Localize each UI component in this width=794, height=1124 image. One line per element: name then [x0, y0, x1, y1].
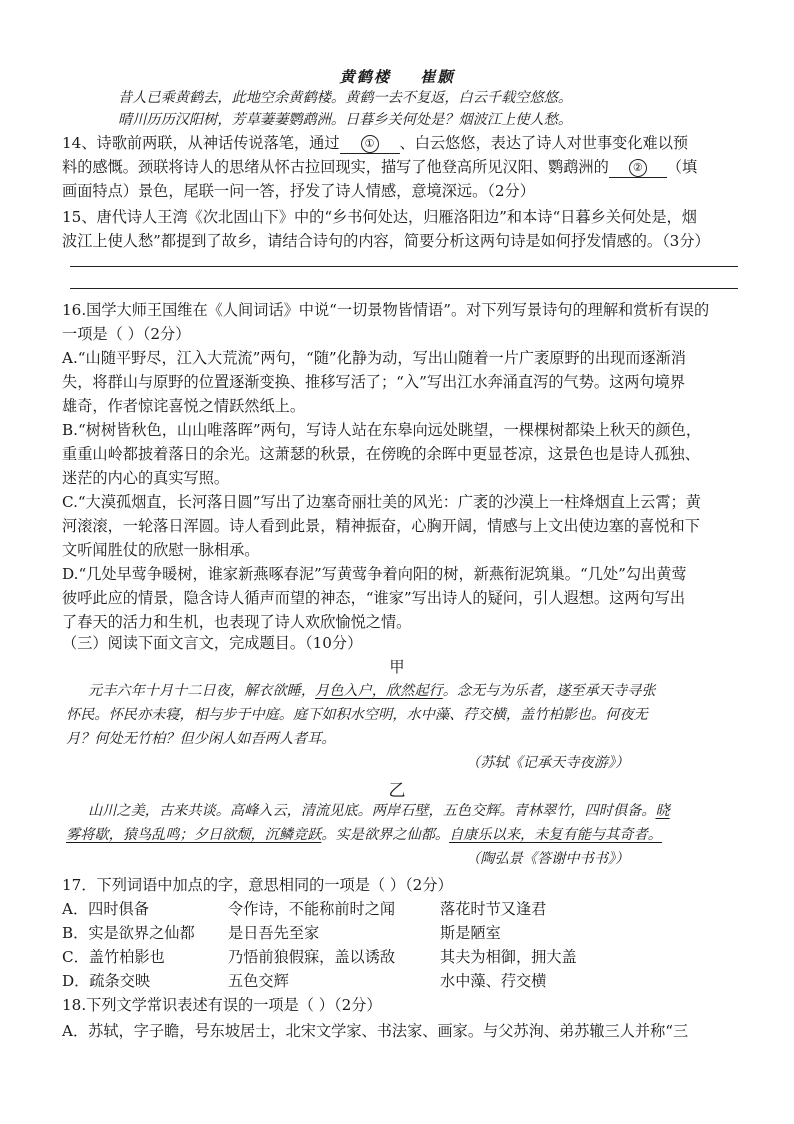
poem-title: 黄鹤楼 — [339, 68, 392, 86]
q16-stem-1: 16.国学大师王国维在《人间词话》中说“一切景物皆情语”。对下列写景诗句的理解和赏析有误的 — [62, 301, 710, 319]
yi-text-b: 。实是欲界之仙都。 — [321, 827, 450, 843]
jia-line-2: 怀民。怀民亦未寝，相与步于中庭。庭下如积水空明，水中藻、荇交横，盖竹柏影也。何夜无 — [66, 707, 648, 723]
q15-line-1: 15、唐代诗人王湾《次北固山下》中的“乡书何处达，归雁洛阳边”和本诗“日暮乡关何处是，烟 — [62, 208, 697, 226]
answer-line — [70, 288, 738, 289]
yi-line-1 — [88, 801, 670, 821]
q16-option-d-3: 了春天的活力和生机，也表现了诗人欢欣愉悦之情。 — [62, 613, 412, 631]
q15-line-2: 波江上使人愁”都提到了故乡，请结合诗句的内容，简要分析这两句诗是如何抒发情感的。（3分） — [62, 232, 710, 250]
jia-text-b: 。念无与为乐者，遂至承天寺寻张 — [442, 683, 656, 699]
q17-c-col2: 乃悟前狼假寐，盖以诱敌 — [228, 948, 396, 966]
yi-underlined-c: 自康乐以来，未复有能与其奇者。 — [449, 827, 662, 843]
q14-text-c: 料的感慨。颈联将诗人的思绪从怀古拉回现实，描写了他登高所见汉阳、鹦鹉洲的 — [62, 158, 609, 176]
q16-option-b-2: 重重山岭都披着落日的余光。这萧瑟的秋景，在傍晚的余晖中更显苍凉，这景色也是诗人孤独、 — [62, 445, 700, 463]
q16-option-a-2: 失，将群山与原野的位置逐渐变换、推移写活了；“入”写出江水奔涌直泻的气势。这两句境界 — [62, 373, 686, 391]
q17-a-col1: A．四时俱备 — [62, 900, 149, 918]
q16-option-d-1: D.“几处早莺争暖树，谁家新燕啄春泥”写黄莺争着向阳的树，新燕衔泥筑巢。“几处”勾出黄莺 — [62, 565, 687, 583]
jia-text-a: 元丰六年十月十二日夜，解衣欲睡， — [88, 683, 316, 699]
q18-option-a: A．苏轼，字子瞻，号东坡居士，北宋文学家、书法家、画家。与父苏洵、弟苏辙三人并称“三 — [62, 1022, 689, 1040]
q14-text-d: （填 — [666, 158, 698, 176]
q17-stem: 17．下列词语中加点的字，意思相同的一项是（ ）（2分） — [62, 876, 453, 894]
yi-line-2 — [66, 825, 662, 845]
q17-d-col1: D．疏条交映 — [62, 972, 151, 990]
q16-option-c-1: C.“大漠孤烟直，长河落日圆”写出了边塞奇丽壮美的风光：广袤的沙漠上一柱烽烟直上云霄；黄 — [62, 493, 701, 511]
q17-a-col2: 令作诗，不能称前时之闻 — [228, 900, 396, 918]
poem-title-line — [0, 66, 794, 87]
q17-d-col2: 五色交辉 — [228, 972, 289, 990]
q14-text-b: 、白云悠悠，表达了诗人对世事变化难以预 — [399, 134, 689, 152]
poem-author: 崔颢 — [420, 68, 455, 86]
q16-option-a-1: A.“山随平野尽，江入大荒流”两句，“随”化静为动，写出山随着一片广袤原野的出现而逐渐消 — [62, 349, 686, 367]
jia-line-3: 月？何处无竹柏？但少闲人如吾两人者耳。 — [66, 731, 336, 747]
q14-line-3: 画面特点）景色，尾联一问一答，抒发了诗人情感，意境深远。（2分） — [62, 182, 535, 200]
yi-text-a: 山川之美，古来共谈。高峰入云，清流见底。两岸石壁，五色交辉。青林翠竹，四时俱备。 — [88, 803, 656, 819]
jia-source: （苏轼《记承天寺夜游》） — [466, 755, 630, 771]
blank-1-number: ① — [361, 135, 379, 153]
q17-c-col1: C．盖竹柏影也 — [62, 948, 165, 966]
q18-stem: 18.下列文学常识表述有误的一项是（ ）（2分） — [62, 996, 382, 1014]
jia-underlined: 月色入户，欣然起行 — [315, 683, 443, 699]
poem-line-2: 晴川历历汉阳树，芳草萋萋鹦鹉洲。日暮乡关何处是？烟波江上使人愁。 — [118, 112, 573, 128]
q16-option-b-1: B.“树树皆秋色，山山唯落晖”两句，写诗人站在东皋向远处眺望，一棵棵树都染上秋天的颜色， — [62, 421, 702, 439]
yi-underlined-a: 晓 — [655, 803, 670, 819]
yi-source: （陶弘景《答谢中书书》） — [466, 851, 630, 867]
passage-yi-label: 乙 — [388, 781, 406, 801]
q17-c-col3: 其夫为相御，拥大盖 — [440, 948, 577, 966]
q17-b-col1: B．实是欲界之仙都 — [62, 924, 195, 942]
blank-2-number: ② — [629, 159, 647, 177]
yi-underlined-b: 雾将歇，猿鸟乱鸣；夕日欲颓，沉鳞竞跃 — [66, 827, 322, 843]
passage-jia-label: 甲 — [389, 658, 405, 676]
jia-line-1 — [88, 681, 656, 701]
q16-option-c-3: 文听闻胜仗的欣慰一脉相承。 — [62, 541, 260, 559]
q14-line-2 — [62, 157, 697, 178]
blank-2 — [609, 157, 667, 178]
q17-b-col2: 是日吾先至家 — [228, 924, 320, 942]
q14-line-1 — [62, 133, 688, 154]
q14-text-a: 14、诗歌前两联，从神话传说落笔，通过 — [62, 134, 340, 152]
q16-stem-2: 一项是（ ）（2分） — [62, 325, 191, 343]
q16-option-d-2: 彼呼此应的情景，隐含诗人循声而望的神态，“谁家”写出诗人的疑问，引人遐想。这两句写出 — [62, 589, 686, 607]
q16-option-a-3: 雄奇，作者惊诧喜悦之情跃然纸上。 — [62, 397, 305, 415]
answer-line — [70, 266, 738, 267]
q17-d-col3: 水中藻、荇交横 — [440, 972, 547, 990]
q17-b-col3: 斯是陋室 — [440, 924, 501, 942]
poem-line-1: 昔人已乘黄鹤去，此地空余黄鹤楼。黄鹤一去不复返，白云千载空悠悠。 — [118, 90, 573, 106]
q16-option-b-3: 迷茫的内心的真实写照。 — [62, 469, 230, 487]
q16-option-c-2: 河滚滚，一轮落日浑圆。诗人看到此景，精神振奋，心胸开阔，情感与上文出使边塞的喜悦和下 — [62, 517, 700, 535]
q17-a-col3: 落花时节又逢君 — [440, 900, 547, 918]
blank-1 — [340, 133, 400, 154]
section3-heading: （三）阅读下面文言文，完成题目。（10分） — [62, 634, 363, 652]
